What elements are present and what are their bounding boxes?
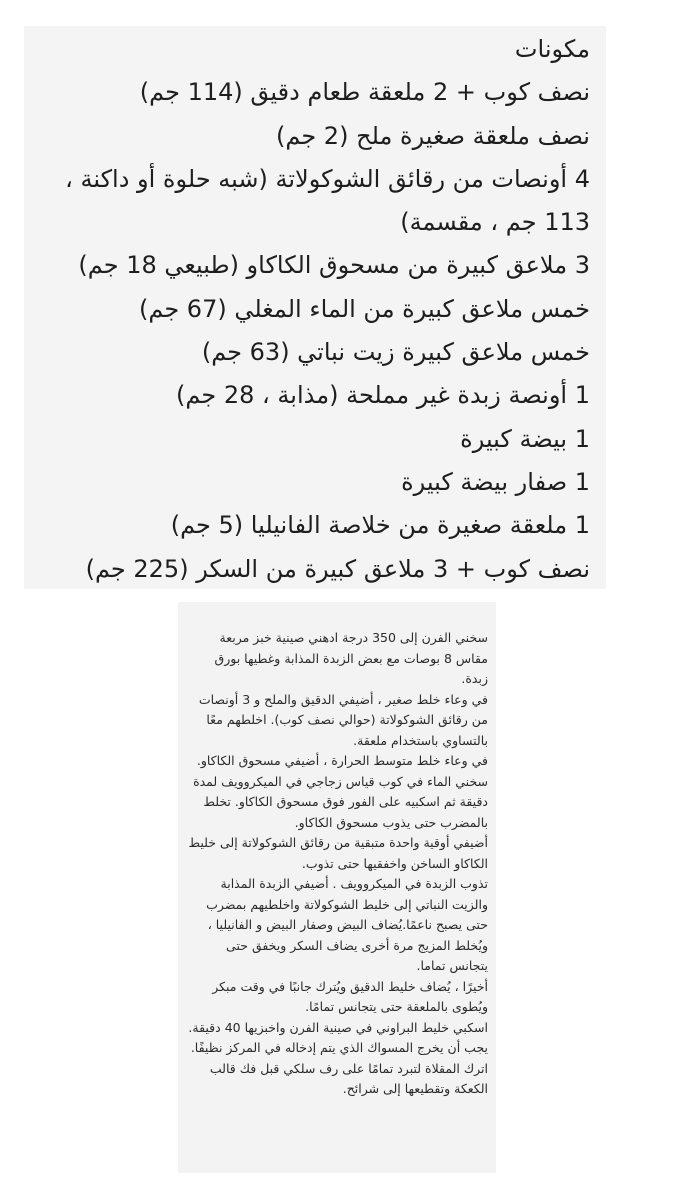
method-step: في وعاء خلط متوسط الحرارة ، أضيفي مسحوق الكاكاو. سخني الماء في كوب قياس زجاجي في الميكروويف لمدة دقيقة ثم اسكبيه على الفور فوق مسحوق الكاكاو. تخلط بالمضرب حتى يذوب مسحوق الكاكاو. — [193, 753, 488, 830]
method-step: تذوب الزبدة في الميكروويف . أضيفي الزبدة المذابة والزيت النباتي إلى خليط الشوكولاتة واخلطيهم بمضرب حتى يصبح ناعمًا.يُضاف البيض وصفار البيض و الفانيليا ، ويُخلط المزيج مرة أخرى يضاف السكر ويخفق حتى يتجانس تماما. — [206, 876, 488, 973]
ingredient-item: نصف ملعقة صغيرة ملح (2 جم) — [275, 121, 590, 150]
ingredient-item: خمس ملاعق كبيرة من الماء المغلي (67 جم) — [138, 294, 590, 323]
ingredient-item: خمس ملاعق كبيرة زيت نباتي (63 جم) — [201, 338, 590, 367]
ingredient-item: نصف كوب + 3 ملاعق كبيرة من السكر (225 جم) — [85, 554, 590, 583]
ingredient-item: 1 بيضة كبيرة — [460, 424, 590, 453]
ingredient-item: 4 أونصات من رقائق الشوكولاتة (شبه حلوة أو داكنة ، 113 جم ، مقسمة) — [65, 164, 590, 237]
ingredient-item: 3 ملاعق كبيرة من مسحوق الكاكاو (طبيعي 18 جم) — [78, 251, 590, 280]
ingredient-item: 1 أونصة زبدة غير مملحة (مذابة ، 28 جم) — [176, 381, 590, 410]
ingredient-item: 1 ملعقة صغيرة من خلاصة الفانيليا (5 جم) — [170, 511, 590, 540]
ingredient-item: نصف كوب + 2 ملعقة طعام دقيق (114 جم) — [139, 78, 590, 107]
method-step: اسكبي خليط البراوني في صينية الفرن واخبزيها 40 دقيقة. يجب أن يخرج المسواك الذي يتم إدخاله في المركز نظيفًا. اترك المقلاة لتبرد تمامًا على رف سلكي قبل فك قالب الكعكة وتقطيعها إلى شرائح. — [188, 1019, 488, 1096]
ingredients-title: مكونات — [514, 35, 590, 63]
method-step: في وعاء خلط صغير ، أضيفي الدقيق والملح و 3 أونصات من رقائق الشوكولاتة (حوالي نصف كوب). اخلطهم معًا بالتساوي باستخدام ملعقة. — [198, 691, 488, 748]
method-step: أخيرًا ، يُضاف خليط الدقيق ويُترك جانبًا في وقت مبكر ويُطوى بالملعقة حتى يتجانس تمامًا. — [212, 978, 488, 1014]
method-step: أضيفي أوقية واحدة متبقية من رقائق الشوكولاتة إلى خليط الكاكاو الساخن واخفقيها حتى تذوب. — [188, 835, 488, 871]
method-card — [178, 602, 496, 1173]
method-step: سخني الفرن إلى 350 درجة ادهني صينية خبز مربعة مقاس 8 بوصات مع بعض الزبدة المذابة وغطيها بورق زبدة. — [214, 630, 488, 686]
ingredient-item: 1 صفار بيضة كبيرة — [401, 467, 590, 496]
ingredients-card — [24, 26, 606, 589]
